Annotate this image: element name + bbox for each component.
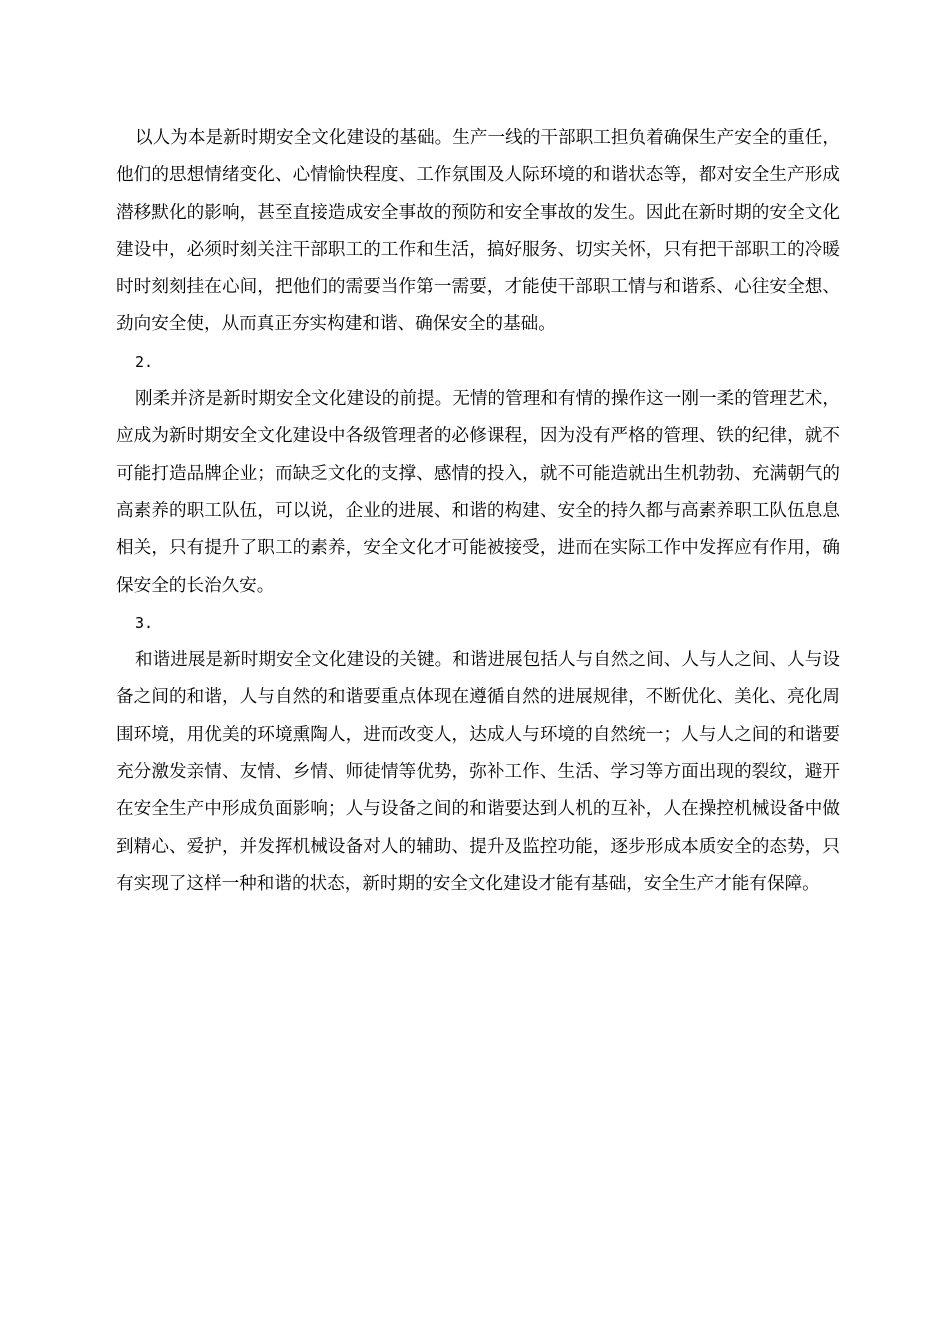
section-number-2: 2. bbox=[135, 352, 154, 371]
paragraph-firm-and-soft: 刚柔并济是新时期安全文化建设的前提。无情的管理和有情的操作这一刚一柔的管理艺术，应成为新时期安全文化建设中各级管理者的必修课程，因为没有严格的管理、铁的纪律，就不可能打造品牌企业；而缺乏文化的支撑、感情的投入，就不可能造就出生机勃勃、充满朝气的高素养的职工队伍，可以说，企业的进展、和谐的构建、安全的持久都与高素养职工队伍息息相关，只有提升了职工的素养，安全文化才可能被接受，进而在实际工作中发挥应有作用，确保安全的长治久安。 bbox=[116, 389, 840, 596]
document-body bbox=[116, 120, 840, 903]
paragraph-people-oriented: 以人为本是新时期安全文化建设的基础。生产一线的干部职工担负着确保生产安全的重任，他们的思想情绪变化、心情愉快程度、工作氛围及人际环境的和谐状态等，都对安全生产形成潜移默化的影响，甚至直接造成安全事故的预防和安全事故的发生。因此在新时期的安全文化建设中，必须时刻关注干部职工的工作和生活，搞好服务、切实关怀，只有把干部职工的冷暖时时刻刻挂在心间，把他们的需要当作第一需要，才能使干部职工情与和谐系、心往安全想、劲向安全使，从而真正夯实构建和谐、确保安全的基础。 bbox=[116, 128, 840, 335]
paragraph-harmonious-development: 和谐进展是新时期安全文化建设的关键。和谐进展包括人与自然之间、人与人之间、人与设备之间的和谐，人与自然的和谐要重点体现在遵循自然的进展规律，不断优化、美化、亮化周围环境，用优美的环境熏陶人，进而改变人，达成人与环境的自然统一；人与人之间的和谐要充分激发亲情、友情、乡情、师徒情等优势，弥补工作、生活、学习等方面出现的裂纹，避开在安全生产中形成负面影响；人与设备之间的和谐要达到人机的互补，人在操控机械设备中做到精心、爱护，并发挥机械设备对人的辅助、提升及监控功能，逐步形成本质安全的态势，只有实现了这样一种和谐的状态，新时期的安全文化建设才能有基础，安全生产才能有保障。 bbox=[116, 650, 840, 894]
section-number-3: 3. bbox=[135, 613, 154, 632]
